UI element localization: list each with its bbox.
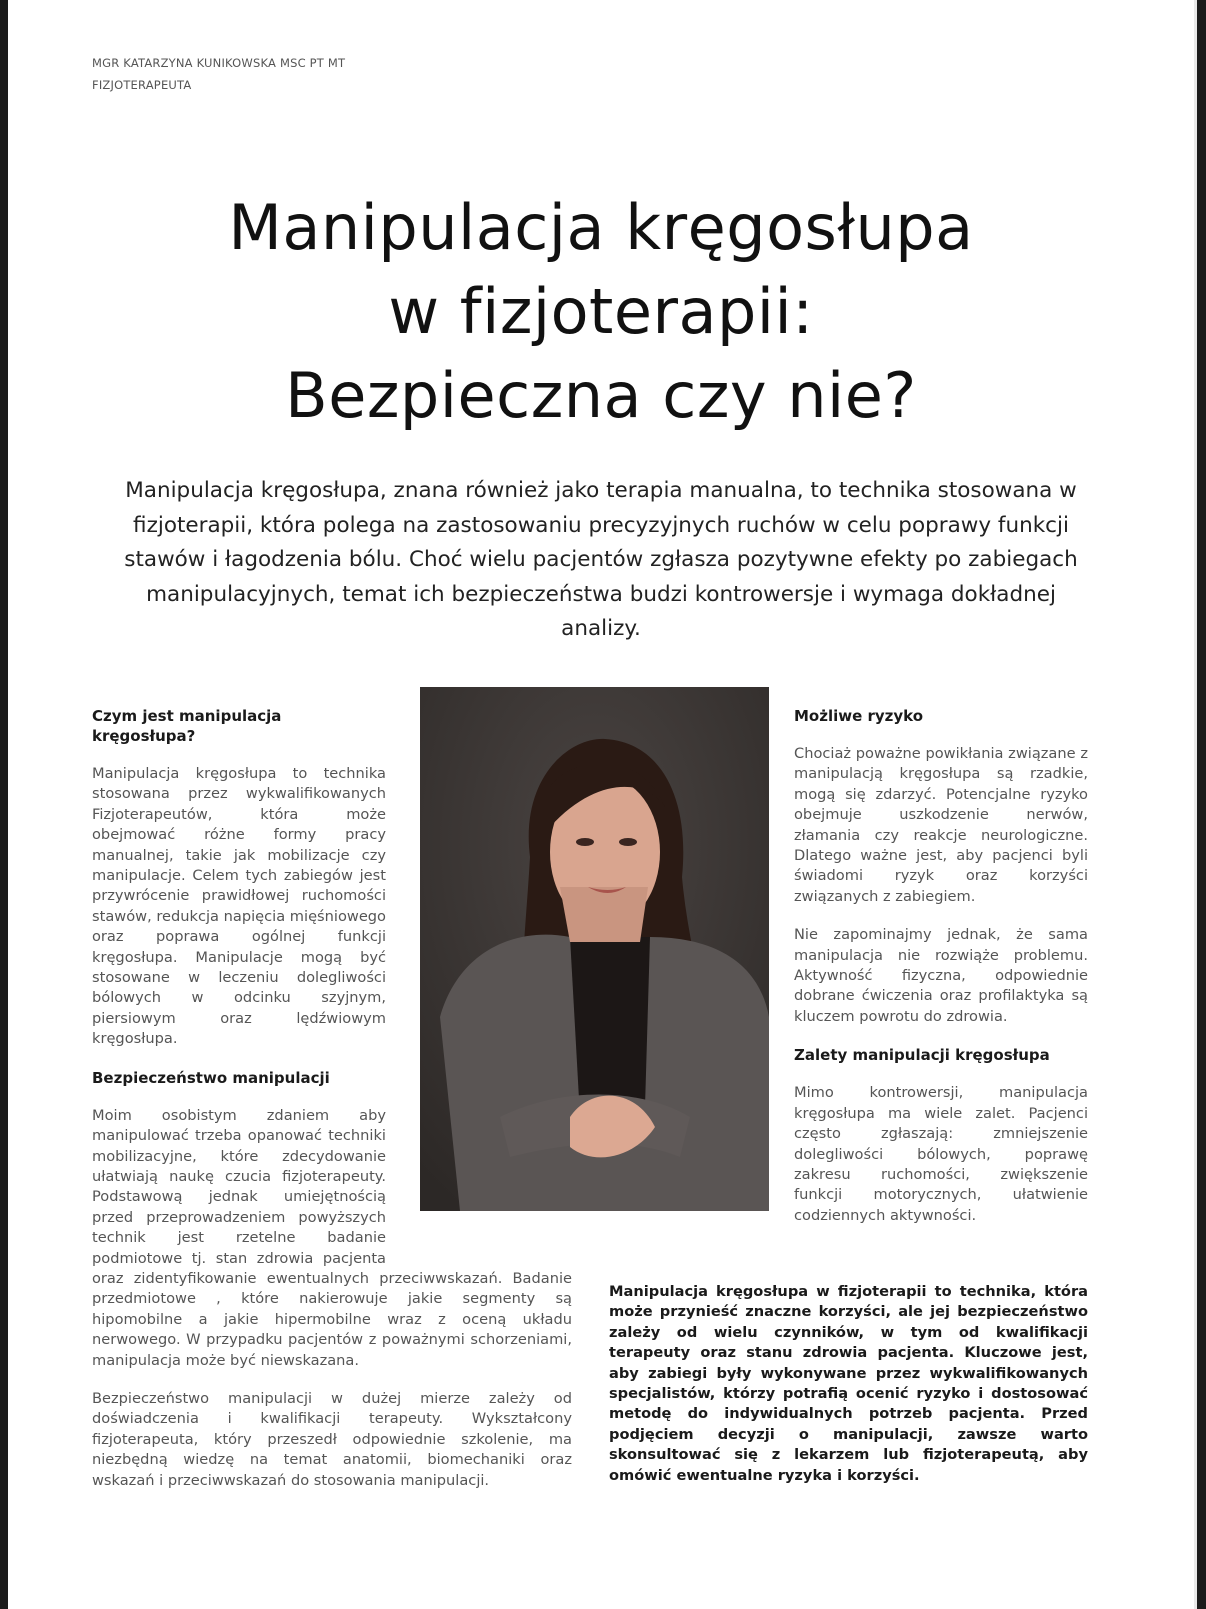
section-body: Bezpieczeństwo manipulacji w dużej mierze zależy od doświadczenia i kwalifikacji terapeuty. Wykształcony fizjoterapeuta, który przeszedł odpowiednie szkolenie, ma niezbędną wiedzę na temat anatomii, biomechaniki oraz wskazań i przeciwwskazań do stosowania manipulacji. (92, 1389, 572, 1489)
author-role: FIZJOTERAPEUTA (92, 78, 192, 92)
article-lead: Manipulacja kręgosłupa, znana również jako terapia manualna, to technika stosowana w fizjoterapii, która polega na zastosowaniu precyzyjnych ruchów w celu poprawy funkcji stawów i łagodzenia bólu. Choć wielu pacjentów zgłasza pozytywne efekty po zabiegach manipulacyjnych, temat ich bezpieczeństwa budzi kontrowersje i wymaga dokładnej analizy. (124, 478, 1078, 641)
summary-paragraph: Manipulacja kręgosłupa w fizjoterapii to technika, która może przynieść znaczne korzyści, ale jej bezpieczeństwo zależy od wielu czynników, w tym od kwalifikacji terapeuty oraz stanu zdrowia pacjenta. Kluczowe jest, aby zabiegi były wykonywane przez wykwalifikowanych specjalistów, którzy potrafią ocenić ryzyko i dostosować metodę do indywidualnych potrzeb pacjenta. Przed podjęciem decyzji o manipulacji, zawsze warto skonsultować się z lekarzem lub fizjoterapeutą, aby omówić ewentualne ryzyka i korzyści. (609, 1283, 1088, 1484)
section-body: Mimo kontrowersji, manipulacja kręgosłupa ma wiele zalet. Pacjenci często zgłaszają: zmniejszenie dolegliwości bólowych, poprawę zakresu ruchomości, zwiększenie funkcji motorycznych, ułatwienie codziennych aktywności. (794, 1084, 1088, 1224)
section-heading: Czym jest manipulacja kręgosłupa? (92, 707, 282, 745)
right-column (794, 706, 1088, 1244)
section-heading: Bezpieczeństwo manipulacji (92, 1068, 330, 1087)
author-byline (92, 52, 345, 96)
section-body: Moim osobistym zdaniem aby manipulować trzeba opanować techniki mobilizacyjne, które zdecydowanie ułatwiają naukę czucia fizjoterapeuty. Podstawową jednak umiejętnością przed przeprowadzeniem powyższych technik jest rzetelne badanie podmiotowe tj. stan zdrowia pacjenta oraz zidentyfikowanie ewentualnych przeciwwskazań. Badanie przedmiotowe , które nakierowuje jakie segmenty są hipomobilne a jakie hipermobilne wraz z oceną układu nerwowego. W przypadku pacjentów z poważnymi schorzeniami, manipulacja może być niewskazana. (92, 1106, 572, 1369)
section-body: Chociaż poważne powikłania związane z manipulacją kręgosłupa są rzadkie, mogą się zdarzyć. Potencjalne ryzyko obejmuje uszkodzenie nerwów, złamania czy reakcje neurologiczne. Dlatego ważne jest, aby pacjenci byli świadomi ryzyk oraz korzyści związanych z zabiegiem. (794, 745, 1088, 905)
title-line: w fizjoterapii: (388, 275, 814, 348)
article-title (8, 186, 1194, 438)
title-line: Manipulacja kręgosłupa (228, 191, 974, 264)
section-body: Manipulacja kręgosłupa to technika stosowana przez wykwalifikowanych Fizjoterapeutów, która może obejmować różne formy pracy manualnej, takie jak mobilizacje czy manipulacje. Celem tych zabiegów jest przywrócenie prawidłowej ruchomości stawów, redukcja napięcia mięśniowego oraz poprawa ogólnej funkcji kręgosłupa. Manipulacje mogą być stosowane w leczeniu dolegliwości bólowych w odcinku szyjnym, piersiowym oraz lędźwiowym kręgosłupa. (92, 765, 386, 1048)
section-heading: Zalety manipulacji kręgosłupa (794, 1046, 1050, 1065)
section-heading: Możliwe ryzyko (794, 707, 924, 725)
magazine-page (8, 0, 1194, 1609)
section-body: Nie zapominajmy jednak, że sama manipulacja nie rozwiąże problemu. Aktywność fizyczna, odpowiednie dobrane ćwiczenia oraz profilaktyka są kluczem powrotu do zdrowia. (794, 926, 1088, 1025)
author-name: MGR KATARZYNA KUNIKOWSKA MSC PT MT (92, 56, 346, 70)
title-line: Bezpieczna czy nie? (285, 359, 917, 432)
page-edge (1194, 0, 1197, 1609)
author-portrait-photo (420, 687, 769, 1211)
